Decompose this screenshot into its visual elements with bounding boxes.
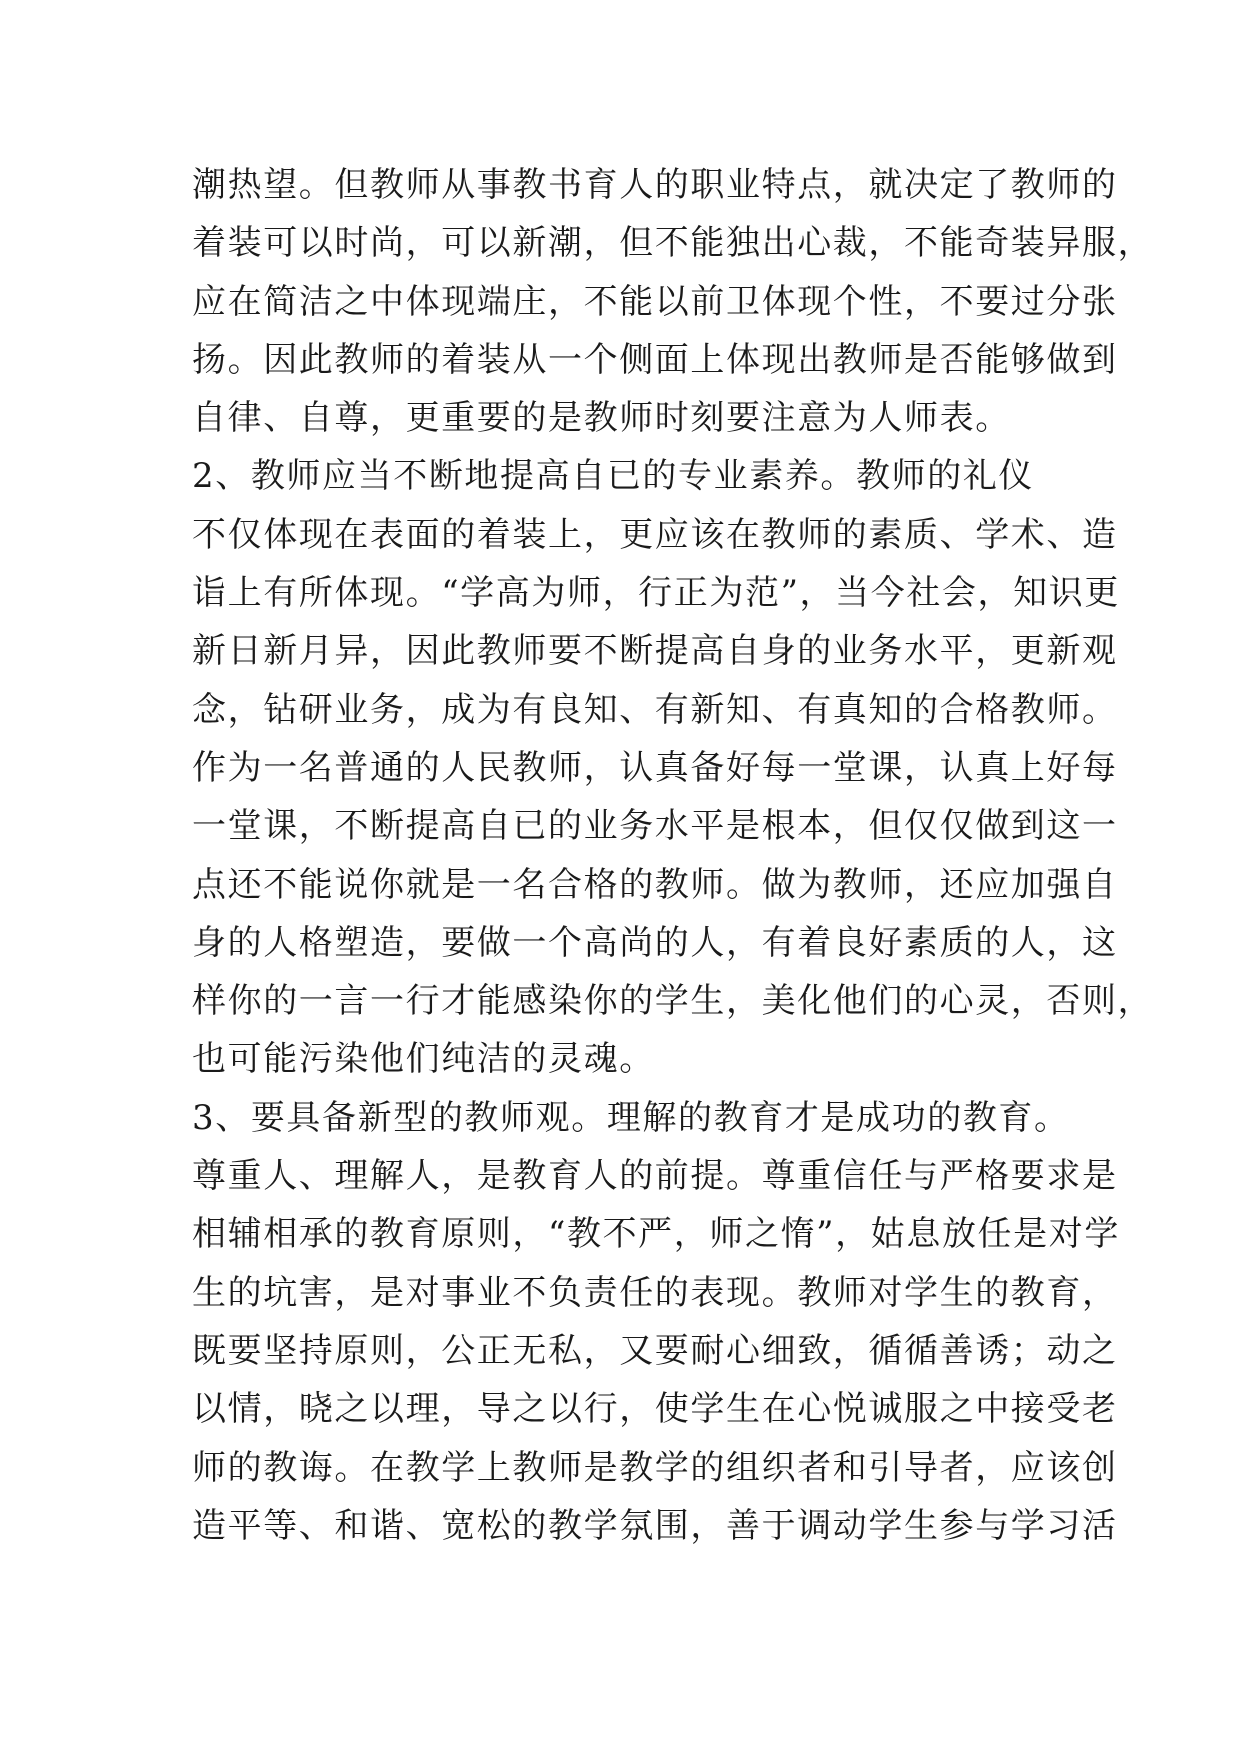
text-line: 着装可以时尚，可以新潮，但不能独出心裁，不能奇装异服， bbox=[192, 223, 1154, 264]
text-line: 不仅体现在表面的着装上，更应该在教师的素质、学术、造 bbox=[192, 514, 1118, 555]
text-line: 既要坚持原则，公正无私，又要耐心细致，循循善诱；动之 bbox=[192, 1330, 1118, 1371]
text-line: 尊重人、理解人，是教育人的前提。尊重信任与严格要求是 bbox=[192, 1156, 1118, 1197]
text-line: 身的人格塑造，要做一个高尚的人，有着良好素质的人，这 bbox=[192, 922, 1118, 963]
document-body bbox=[192, 156, 1154, 1555]
text-line: 扬。因此教师的着装从一个侧面上体现出教师是否能够做到 bbox=[192, 339, 1118, 380]
text-line: 诣上有所体现。“学高为师，行正为范”，当今社会，知识更 bbox=[192, 573, 1120, 614]
text-line: 自律、自尊，更重要的是教师时刻要注意为人师表。 bbox=[192, 398, 1011, 439]
text-line: 生的坑害，是对事业不负责任的表现。教师对学生的教育， bbox=[192, 1272, 1118, 1313]
text-line: 一堂课，不断提高自已的业务水平是根本，但仅仅做到这一 bbox=[192, 806, 1118, 847]
text-line: 作为一名普通的人民教师，认真备好每一堂课，认真上好每 bbox=[192, 747, 1118, 788]
text-line: 样你的一言一行才能感染你的学生，美化他们的心灵，否则， bbox=[192, 981, 1154, 1022]
text-line: 点还不能说你就是一名合格的教师。做为教师，还应加强自 bbox=[192, 864, 1118, 905]
text-line: 以情，晓之以理，导之以行，使学生在心悦诚服之中接受老 bbox=[192, 1389, 1118, 1430]
text-line: 也可能污染他们纯洁的灵魂。 bbox=[192, 1039, 655, 1080]
text-line: 3、要具备新型的教师观。理解的教育才是成功的教育。 bbox=[192, 1097, 1070, 1138]
text-line: 师的教诲。在教学上教师是教学的组织者和引导者，应该创 bbox=[192, 1447, 1118, 1488]
text-line: 潮热望。但教师从事教书育人的职业特点，就决定了教师的 bbox=[192, 165, 1118, 205]
text-line: 应在简洁之中体现端庄，不能以前卫体现个性，不要过分张 bbox=[192, 281, 1118, 322]
text-line: 相辅相承的教育原则，“教不严，师之惰”，姑息放任是对学 bbox=[192, 1214, 1120, 1255]
text-line: 念，钻研业务，成为有良知、有新知、有真知的合格教师。 bbox=[192, 689, 1118, 730]
text-line: 2、教师应当不断地提高自已的专业素养。教师的礼仪 bbox=[192, 456, 1035, 497]
text-line: 造平等、和谐、宽松的教学氛围，善于调动学生参与学习活 bbox=[192, 1505, 1118, 1546]
text-line: 新日新月异，因此教师要不断提高自身的业务水平，更新观 bbox=[192, 631, 1118, 672]
